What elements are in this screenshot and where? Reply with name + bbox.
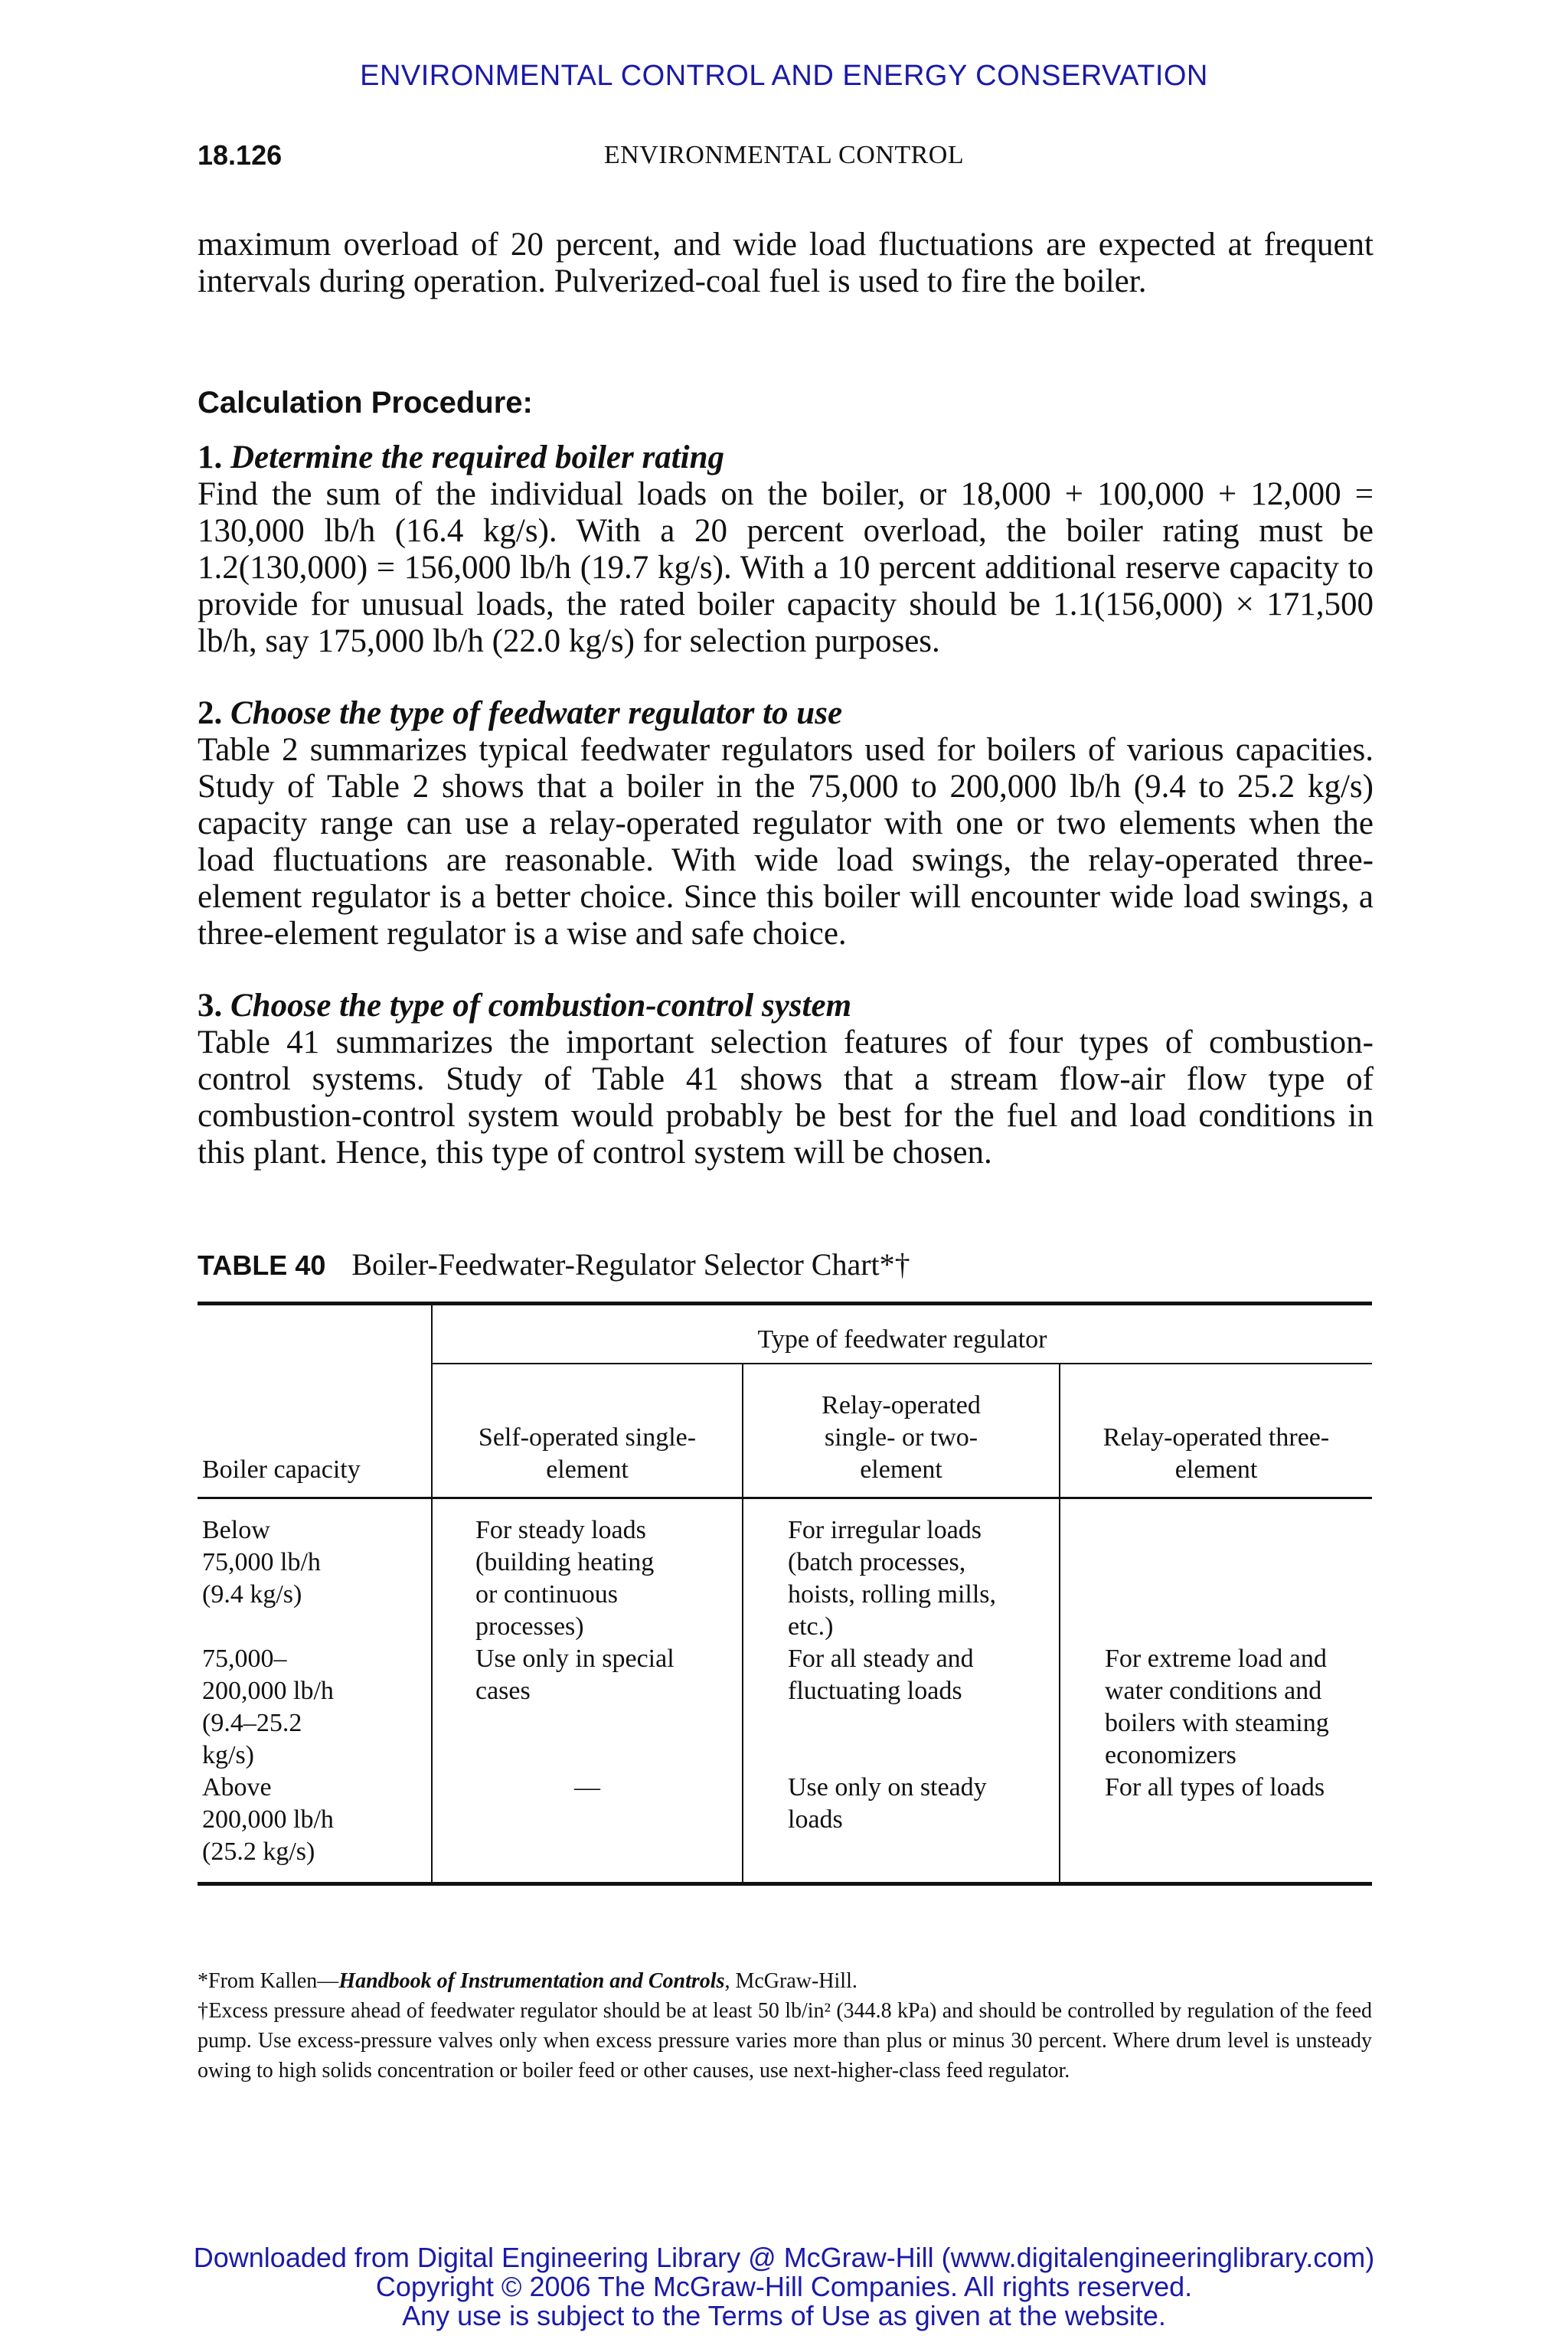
step-body: Table 2 summarizes typical feedwater regulators used for boilers of various capacities. Study of Table 2 shows that a boiler in the 75,000 to 200,000 lb/h (9.4 to 25.2 kg/s) capacity range can use a relay-operated regulator with one or two elements when the load fluctuations are reasonable. With wide load swings, the relay-operated three-element regulator is a better choice. Since this boiler will encounter wide load swings, a three-element regulator is a wise and safe choice. xyxy=(198,732,1374,952)
table-row xyxy=(198,1498,1372,1644)
table-cell: 75,000–200,000 lb/h (9.4–25.2 kg/s) xyxy=(202,1645,334,1769)
step-number: 1. xyxy=(198,439,223,475)
step-1 xyxy=(198,439,1374,660)
footnote-pressure: †Excess pressure ahead of feedwater regulator should be at least 50 lb/in² (344.8 kPa) and should be controlled by regulation of the feed pump. Use excess-pressure valves only when excess pressure varies more than plus or minus 30 percent. Where drum level is unsteady owing to high solids concentration or boiler feed or other causes, use next-higher-class feed regulator. xyxy=(198,1999,1372,2082)
table-caption xyxy=(198,1246,910,1282)
step-body: Find the sum of the individual loads on the boiler, or 18,000 + 100,000 + 12,000 = 130,000 lb/h (16.4 kg/s). With a 20 percent overload, the boiler rating must be 1.2(130,000) = 156,000 lb/h (19.7 kg/s). With a 10 percent additional reserve capacity to provide for unusual loads, the rated boiler capacity should be 1.1(156,000) × 171,500 lb/h, say 175,000 lb/h (22.0 kg/s) for selection purposes. xyxy=(198,476,1374,659)
document-banner: ENVIRONMENTAL CONTROL AND ENERGY CONSERVATION xyxy=(360,60,1208,92)
step-number: 3. xyxy=(198,988,223,1024)
step-3 xyxy=(198,988,1374,1171)
steps xyxy=(198,439,1374,1171)
step-heading xyxy=(198,695,1374,732)
intro-paragraph xyxy=(198,227,1374,300)
table-cell: For steady loads (building heating or continuous processes) xyxy=(432,1498,743,1644)
table-row xyxy=(198,1772,1372,1884)
regulator-selector-table xyxy=(198,1302,1372,1886)
table-cell: For all types of loads xyxy=(1060,1772,1372,1884)
step-heading xyxy=(198,439,1374,476)
table-title: Boiler-Feedwater-Regulator Selector Chart*† xyxy=(351,1247,910,1282)
column-header: Relay-operated three-element xyxy=(1060,1364,1372,1498)
table-cell: For extreme load and water conditions and boilers with steaming economizers xyxy=(1060,1643,1372,1772)
page-number: 18.126 xyxy=(198,139,283,171)
column-header: Relay-operated single- or two-element xyxy=(743,1364,1060,1498)
footer-terms-line: Any use is subject to the Terms of Use as given at the website. xyxy=(402,2300,1166,2331)
table-cell: For irregular loads (batch processes, hoists, rolling mills, etc.) xyxy=(743,1498,1060,1644)
footer-copyright-line: Copyright © 2006 The McGraw-Hill Companies. All rights reserved. xyxy=(375,2271,1193,2302)
step-2 xyxy=(198,695,1374,952)
table-footnotes xyxy=(198,1966,1372,2086)
table-cell: For all steady and fluctuating loads xyxy=(743,1643,1060,1772)
step-title: Choose the type of combustion-control system xyxy=(230,988,852,1024)
download-footer xyxy=(0,2243,1568,2331)
footnote-source-title: Handbook of Instrumentation and Controls xyxy=(338,1969,725,1993)
section-heading: Calculation Procedure: xyxy=(198,386,533,420)
table-cell xyxy=(1060,1498,1372,1644)
table-cell: — xyxy=(432,1772,743,1884)
step-heading xyxy=(198,988,1374,1024)
group-header: Type of feedwater regulator xyxy=(432,1304,1372,1364)
footer-download-line[interactable]: Downloaded from Digital Engineering Library @ McGraw-Hill (www.digitalengineeringlibrary.com) xyxy=(193,2242,1375,2273)
footnote-source xyxy=(198,1966,1372,1996)
intro-text: maximum overload of 20 percent, and wide load fluctuations are expected at frequent intervals during operation. Pulverized-coal fuel is used to fire the boiler. xyxy=(198,227,1374,299)
footnote-source-suffix: , McGraw-Hill. xyxy=(724,1969,858,1993)
table-cell: Use only on steady loads xyxy=(743,1772,1060,1884)
table-cell: Use only in special cases xyxy=(432,1643,743,1772)
table-cell: Below 75,000 lb/h (9.4 kg/s) xyxy=(202,1516,321,1609)
column-header: Self-operated single-element xyxy=(432,1364,743,1498)
table-row xyxy=(198,1643,1372,1772)
running-head: ENVIRONMENTAL CONTROL xyxy=(603,141,965,169)
footnote-source-prefix: *From Kallen— xyxy=(198,1969,339,1993)
table-header-row xyxy=(198,1364,1372,1498)
step-body: Table 41 summarizes the important selection features of four types of combustion-control systems. Study of Table 41 shows that a stream flow-air flow type of combustion-control system would probably be best for the fuel and load conditions in this plant. Hence, this type of control system will be chosen. xyxy=(198,1024,1374,1171)
step-title: Determine the required boiler rating xyxy=(230,439,724,475)
table-group-header-row xyxy=(198,1304,1372,1364)
column-header: Boiler capacity xyxy=(202,1455,361,1484)
table-label: TABLE 40 xyxy=(198,1250,326,1281)
step-number: 2. xyxy=(198,695,223,731)
table-cell: Above 200,000 lb/h (25.2 kg/s) xyxy=(202,1773,334,1866)
step-title: Choose the type of feedwater regulator to use xyxy=(230,695,843,731)
